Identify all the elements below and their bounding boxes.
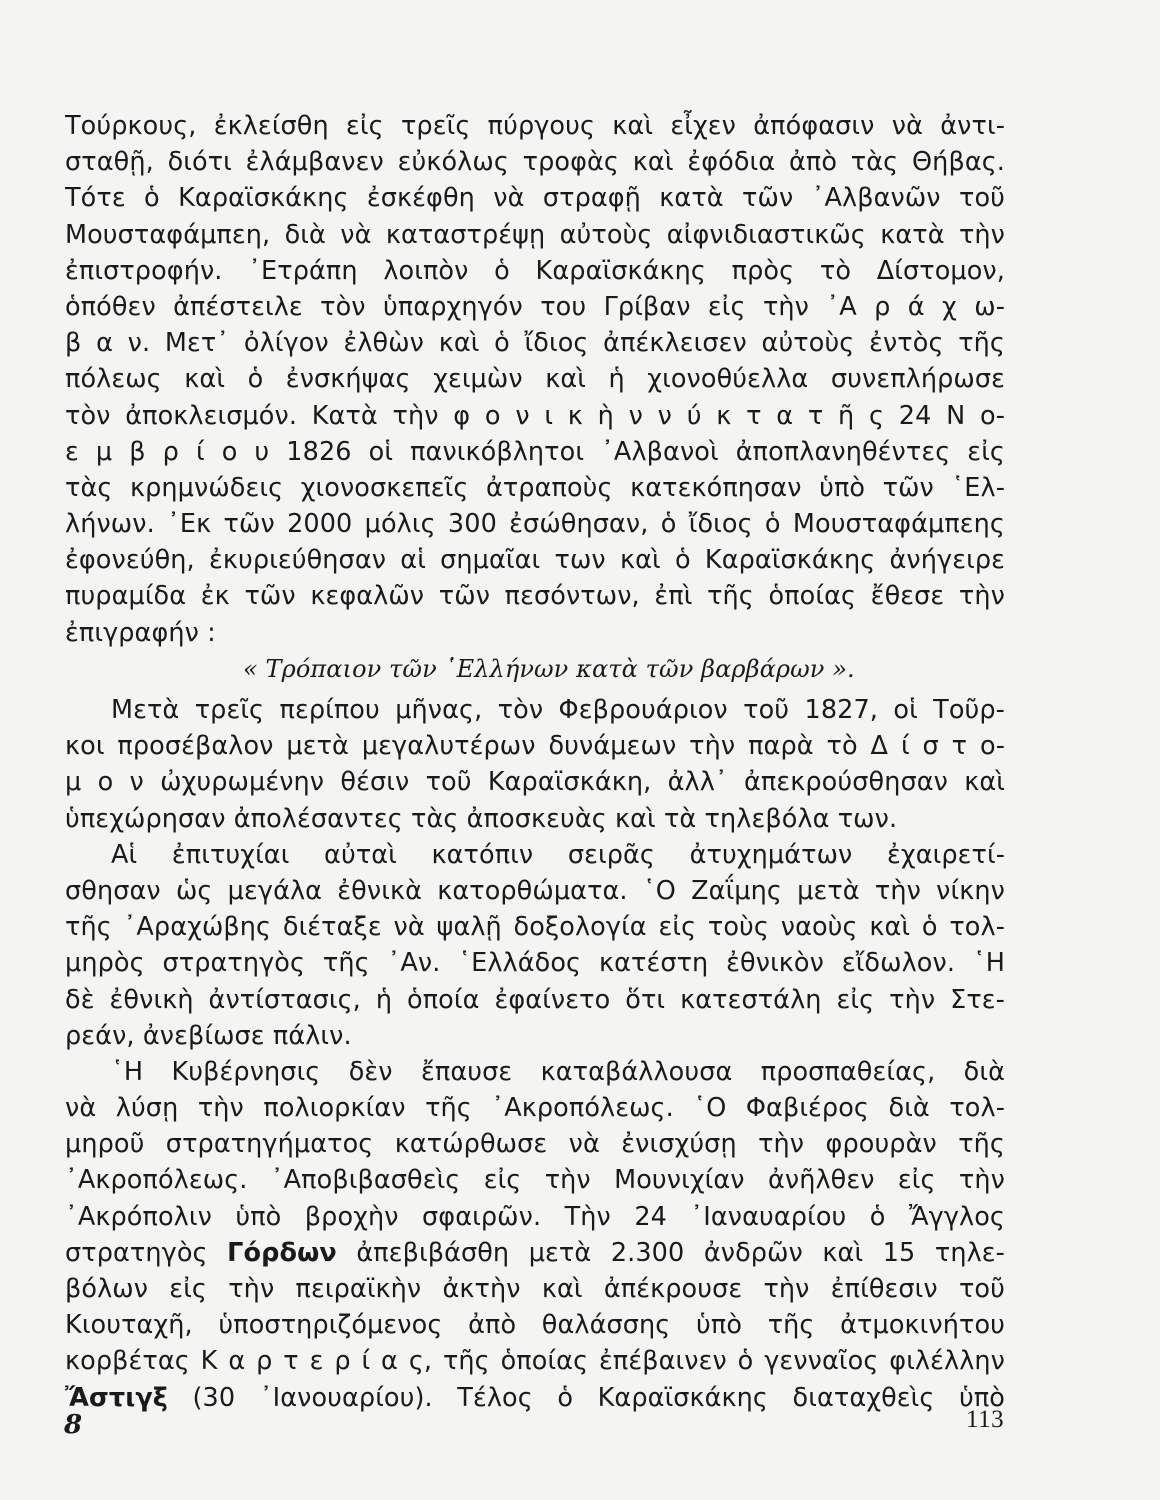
text-run: ἀπεβιβάσθη μετὰ 2.300 ἀνδρῶν καὶ 15 τηλε- (336, 1237, 1005, 1268)
paragraph-4 (65, 1054, 1005, 1416)
text-line: μηροῦ στρατηγήματος κατώρθωσε νὰ ἐνισχύσῃ τὴν φρουρὰν τῆς (65, 1129, 1005, 1160)
page-number: 113 (966, 1406, 1005, 1433)
text-line: σθησαν ὡς μεγάλα ἐθνικὰ κατορθώματα. ῾Ο Ζαΐμης μετὰ τὴν νίκην (65, 875, 1005, 906)
text-line: Μετὰ τρεῖς περίπου μῆνας, τὸν Φεβρουάριον τοῦ 1827, οἱ Τοῦρ- (111, 695, 1005, 725)
text-line: πόλεως καὶ ὁ ἐνσκήψας χειμὼν καὶ ἡ χιονοθύελλα συνεπλήρωσε (65, 364, 1005, 395)
text-line: ῾Η Κυβέρνησις δὲν ἔπαυσε καταβάλλουσα προσπαθείας, διὰ (111, 1056, 1005, 1087)
text-line: ᾿Ακρόπολιν ὑπὸ βροχὴν σφαιρῶν. Τὴν 24 ᾿Ιαναυαρίου ὁ Ἄγγλος (65, 1201, 1005, 1232)
page-body (65, 108, 1005, 1416)
text-line: λήνων. ᾿Εκ τῶν 2000 μόλις 300 ἐσώθησαν, ὁ ἴδιος ὁ Μουσταφάμπεης (65, 509, 1005, 540)
text-line: νὰ λύσῃ τὴν πολιορκίαν τῆς ᾿Ακροπόλεως. ῾Ο Φαβιέρος διὰ τολ- (65, 1093, 1005, 1124)
text-line: δὲ ἐθνικὴ ἀντίστασις, ἡ ὁποία ἐφαίνετο ὅτι κατεστάλη εἰς τὴν Στε- (65, 984, 1005, 1015)
bold-name-gordon: Γόρδων (227, 1237, 337, 1268)
text-line: Μουσταφάμπεη, διὰ νὰ καταστρέψῃ αὐτοὺς αἰφνιδιαστικῶς κατὰ τὴν (65, 219, 1005, 250)
text-line: μ ο ν ὠχυρωμένην θέσιν τοῦ Καραϊσκάκη, ἀλλ᾿ ἀπεκρούσθησαν καὶ (65, 767, 1005, 798)
text-line: ρεάν, ἀνεβίωσε πάλιν. (65, 1020, 352, 1051)
text-line: πυραμίδα ἐκ τῶν κεφαλῶν τῶν πεσόντων, ἐπὶ τῆς ὁποίας ἔθεσε τὴν (65, 581, 1005, 612)
text-line: ε μ β ρ ί ο υ 1826 οἱ πανικόβλητοι ᾿Αλβανοὶ ἀποπλανηθέντες εἰς (65, 436, 1005, 467)
signature-mark: 8 (64, 1410, 83, 1440)
paragraph-3 (65, 837, 1005, 1054)
text-line: κοι προσέβαλον μετὰ μεγαλυτέρων δυνάμεων τὴν παρὰ τὸ Δ ί σ τ ο- (65, 731, 1005, 762)
text-run: στρατηγὸς (65, 1237, 228, 1268)
text-line: τὰς κρημνώδεις χιονοσκεπεῖς ἀτραποὺς κατεκόπησαν ὑπὸ τῶν ῾Ελ- (65, 472, 1005, 503)
text-line: Τότε ὁ Καραϊσκάκης ἐσκέφθη νὰ στραφῇ κατὰ τῶν ᾿Αλβανῶν τοῦ (65, 183, 1005, 214)
text-line: ὁπόθεν ἀπέστειλε τὸν ὑπαρχηγόν του Γρίβαν εἰς τὴν ᾿Α ρ ά χ ω- (65, 291, 1005, 322)
text-line: ἐπιστροφήν. ᾿Ετράπη λοιπὸν ὁ Καραϊσκάκης πρὸς τὸ Δίστομον, (65, 255, 1005, 286)
text-line: ᾿Ακροπόλεως. ᾿Αποβιβασθεὶς εἰς τὴν Μουνιχίαν ἀνῆλθεν εἰς τὴν (65, 1165, 1005, 1196)
text-line (65, 1380, 1005, 1416)
text-line: σταθῇ, διότι ἐλάμβανεν εὐκόλως τροφὰς καὶ ἐφόδια ἀπὸ τὰς Θήβας. (65, 147, 1005, 178)
inscription-quote: « Τρόπαιον τῶν ῾Ελλήνων κατὰ τῶν βαρβάρων ». (243, 654, 855, 683)
text-line: τὸν ἀποκλεισμόν. Κατὰ τὴν φ ο ν ι κ ὴ ν ν ύ κ τ α τ ῆ ς 24 Ν ο- (65, 400, 1005, 431)
text-line: ἐπιγραφήν : (65, 617, 216, 648)
text-line: Αἱ ἐπιτυχίαι αὐταὶ κατόπιν σειρᾶς ἀτυχημάτων ἐχαιρετί- (111, 839, 1005, 870)
text-line: μηρὸς στρατηγὸς τῆς ᾿Αν. ῾Ελλάδος κατέστη ἐθνικὸν εἴδωλον. ῾Η (65, 948, 1005, 979)
paragraph-1 (65, 108, 1005, 651)
text-line: Κιουταχῆ, ὑποστηριζόμενος ἀπὸ θαλάσσης ὑπὸ τῆς ἀτμοκινήτου (65, 1310, 1005, 1341)
text-line: τῆς ᾿Αραχώβης διέταξε νὰ ψαλῇ δοξολογία εἰς τοὺς ναοὺς καὶ ὁ τολ- (65, 912, 1005, 943)
text-line: κορβέτας Κ α ρ τ ε ρ ί α ς, τῆς ὁποίας ἐπέβαινεν ὁ γενναῖος φιλέλλην (65, 1346, 1005, 1377)
text-line: ἐφονεύθη, ἐκυριεύθησαν αἱ σημαῖαι των καὶ ὁ Καραϊσκάκης ἀνήγειρε (65, 545, 1005, 576)
paragraph-2 (65, 692, 1005, 837)
text-line: ὑπεχώρησαν ἀπολέσαντες τὰς ἀποσκευὰς καὶ τὰ τηλεβόλα των. (65, 803, 898, 834)
text-run: (30 ᾿Ιανουαρίου). Τέλος ὁ Καραϊσκάκης διαταχθεὶς ὑπὸ (167, 1382, 1005, 1413)
text-line: βόλων εἰς τὴν πειραϊκὴν ἀκτὴν καὶ ἀπέκρουσε τὴν ἐπίθεσιν τοῦ (65, 1274, 1005, 1304)
bold-name-astigx: Ἄστιγξ (65, 1382, 168, 1413)
text-line: β α ν. Μετ᾿ ὀλίγον ἐλθὼν καὶ ὁ ἴδιος ἀπέκλεισεν αὐτοὺς ἐντὸς τῆς (65, 328, 1005, 359)
text-line (65, 1235, 1005, 1271)
text-line: Τούρκους, ἐκλείσθη εἰς τρεῖς πύργους καὶ εἶχεν ἀπόφασιν νὰ ἀντι- (65, 111, 1005, 141)
